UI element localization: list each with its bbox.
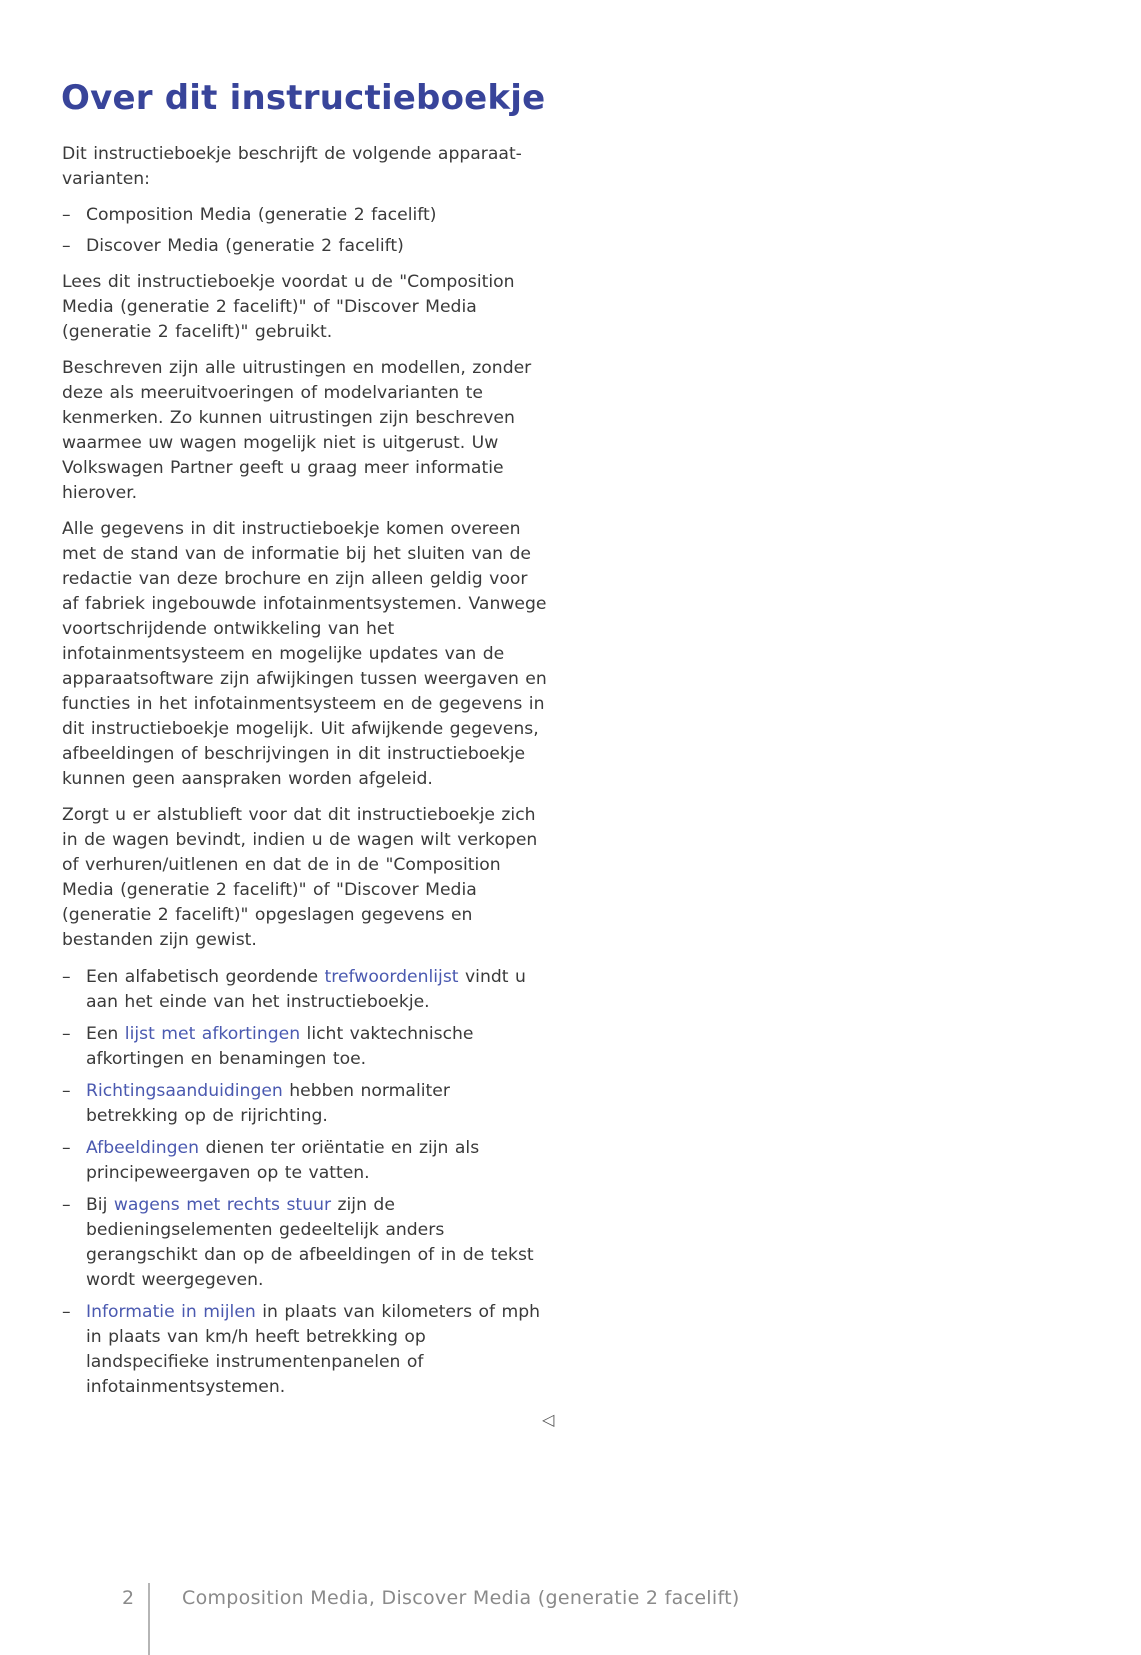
note-text-after: zijn de bedieningselementen gedeeltelijk anders gerangschikt dan op de afbeeldingen of in de tekst wordt weergegeven. xyxy=(86,1195,534,1290)
main-content xyxy=(62,142,562,1411)
intro-paragraph: Dit instructieboekje beschrijft de volgende apparaat-varianten: xyxy=(62,144,522,189)
keyword-images-link[interactable]: Afbeeldingen xyxy=(86,1138,199,1158)
dash-marker: – xyxy=(62,967,71,987)
list-item xyxy=(62,234,548,259)
list-item xyxy=(62,965,548,1015)
keyword-directions-link[interactable]: Richtingsaanduidingen xyxy=(86,1081,283,1101)
page-number: 2 xyxy=(122,1587,135,1609)
page-title: Over dit instructieboekje xyxy=(61,78,546,118)
note-text-after: hebben normaliter betrekking op de rijrichting. xyxy=(86,1081,450,1126)
footer-divider xyxy=(148,1583,150,1655)
paragraph-read-before-use: Lees dit instructieboekje voordat u de "Composition Media (generatie 2 facelift)" of "Discover Media (generatie 2 facelift)" gebruikt. xyxy=(62,272,515,342)
dash-marker: – xyxy=(62,1024,71,1044)
dash-marker: – xyxy=(62,205,71,225)
note-text-after: dienen ter oriëntatie en zijn als principeweergaven op te vatten. xyxy=(86,1138,480,1183)
keyword-index-link[interactable]: trefwoordenlijst xyxy=(324,967,459,987)
notes-list xyxy=(62,965,562,1400)
note-text-before: Een xyxy=(86,1024,125,1044)
note-text-before: Een alfabetisch geordende xyxy=(86,967,325,987)
variant-text: Composition Media (generatie 2 facelift) xyxy=(86,205,437,225)
dash-marker: – xyxy=(62,1081,71,1101)
list-item xyxy=(62,1079,548,1129)
dash-marker: – xyxy=(62,1138,71,1158)
keyword-right-hand-drive-link[interactable]: wagens met rechts stuur xyxy=(113,1195,332,1215)
note-text-before: Bij xyxy=(86,1195,114,1215)
list-item xyxy=(62,203,548,228)
keyword-miles-link[interactable]: Informatie in mijlen xyxy=(86,1302,256,1322)
footer-title: Composition Media, Discover Media (generatie 2 facelift) xyxy=(182,1587,740,1609)
note-text-after: licht vaktechnische afkortingen en benamingen toe. xyxy=(86,1024,474,1069)
paragraph-keep-manual: Zorgt u er alstublieft voor dat dit instructieboekje zich in de wagen bevindt, indien u de wagen wilt verkopen of verhuren/uitlenen en dat de in de "Composition Media (generatie 2 facelift)" of "Discover Media (generatie 2 facelift)" opgeslagen gegevens en bestanden zijn gewist. xyxy=(62,805,538,950)
dash-marker: – xyxy=(62,236,71,256)
page-footer xyxy=(0,1581,1141,1653)
list-item xyxy=(62,1300,548,1400)
list-item xyxy=(62,1022,548,1072)
paragraph-equipment: Beschreven zijn alle uitrustingen en modellen, zonder deze als meeruitvoeringen of modelvarianten te kenmerken. Zo kunnen uitrustingen zijn beschreven waarmee uw wagen mogelijk niet is uitgerust. Uw Volkswagen Partner geeft u graag meer informatie hierover. xyxy=(62,358,532,503)
paragraph-data-validity: Alle gegevens in dit instructieboekje komen overeen met de stand van de informatie bij het sluiten van de redactie van deze brochure en zijn alleen geldig voor af fabriek ingebouwde infotainmentsystemen. Vanwege voortschrijdende ontwikkeling van het infotainmentsysteem en mogelijke updates van de apparaatsoftware zijn afwijkingen tussen weergaven en functies in het infotainmentsysteem en de gegevens in dit instructieboekje mogelijk. Uit afwijkende gegevens, afbeeldingen of beschrijvingen in dit instructieboekje kunnen geen aanspraken worden afgeleid. xyxy=(62,519,547,789)
end-of-section-icon: ◁ xyxy=(542,1410,555,1429)
dash-marker: – xyxy=(62,1302,71,1322)
list-item xyxy=(62,1193,548,1293)
note-text-after: vindt u aan het einde van het instructieboekje. xyxy=(86,967,526,1012)
variant-list xyxy=(62,203,562,259)
list-item xyxy=(62,1136,548,1186)
variant-text: Discover Media (generatie 2 facelift) xyxy=(86,236,404,256)
keyword-abbreviations-link[interactable]: lijst met afkortingen xyxy=(124,1024,301,1044)
dash-marker: – xyxy=(62,1195,71,1215)
note-text-after: in plaats van kilometers of mph in plaats van km/h heeft betrekking op landspecifieke instrumentenpanelen of infotainmentsystemen. xyxy=(86,1302,541,1397)
